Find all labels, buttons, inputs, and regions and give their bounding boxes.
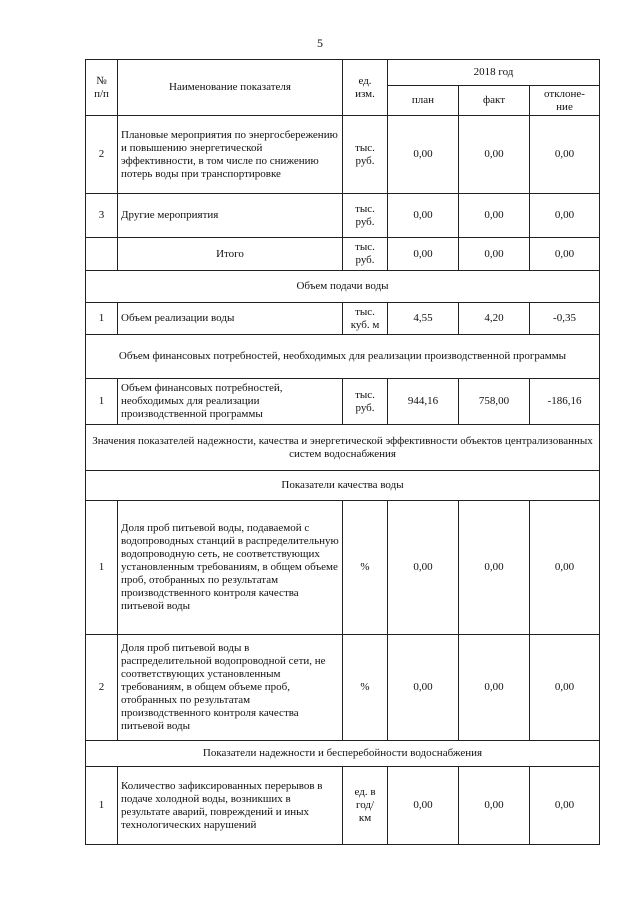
fact-value: 0,00 <box>459 238 530 271</box>
unit-of-measure: тыс. руб. <box>343 116 388 194</box>
header-plan: план <box>388 86 459 116</box>
section-title: Объем финансовых потребностей, необходимых для реализации производственной программы <box>86 335 600 379</box>
indicator-name: Количество зафиксированных перерывов в подаче холодной воды, возникших в результате аварий, повреждений и иных технологических нарушений <box>118 767 343 845</box>
section-title: Объем подачи воды <box>86 271 600 303</box>
deviation-value: 0,00 <box>530 238 600 271</box>
fact-value: 758,00 <box>459 379 530 425</box>
plan-value: 0,00 <box>388 238 459 271</box>
row-number: 1 <box>86 501 118 635</box>
header-year: 2018 год <box>388 60 600 86</box>
fact-value: 0,00 <box>459 767 530 845</box>
deviation-value: 0,00 <box>530 767 600 845</box>
indicator-name: Доля проб питьевой воды, подаваемой с водопроводных станций в распределительную водопроводную сеть, не соответствующих установленным требованиям, в общем объеме проб, отобранных по результатам производственного контроля качества питьевой воды <box>118 501 343 635</box>
plan-value: 0,00 <box>388 501 459 635</box>
fact-value: 0,00 <box>459 635 530 741</box>
section-title: Показатели надежности и бесперебойности водоснабжения <box>86 741 600 767</box>
deviation-value: 0,00 <box>530 116 600 194</box>
row-number: 1 <box>86 303 118 335</box>
fact-value: 0,00 <box>459 501 530 635</box>
unit-of-measure: тыс. руб. <box>343 238 388 271</box>
indicator-name: Доля проб питьевой воды в распределительной водопроводной сети, не соответствующих установленным требованиям, в общем объеме проб, отобранных по результатам производственного контроля качества питьевой воды <box>118 635 343 741</box>
table-row <box>86 379 600 425</box>
deviation-value: 0,00 <box>530 635 600 741</box>
table-row <box>86 501 600 635</box>
fact-value: 4,20 <box>459 303 530 335</box>
row-number: 1 <box>86 767 118 845</box>
fact-value: 0,00 <box>459 194 530 238</box>
unit-of-measure: % <box>343 635 388 741</box>
deviation-value: 0,00 <box>530 501 600 635</box>
section-row <box>86 741 600 767</box>
page-number: 5 <box>317 36 323 50</box>
deviation-value: -0,35 <box>530 303 600 335</box>
table-row <box>86 194 600 238</box>
header-deviation: отклоне- ние <box>530 86 600 116</box>
table-row <box>86 767 600 845</box>
unit-of-measure: тыс. руб. <box>343 194 388 238</box>
total-row <box>86 238 600 271</box>
section-title: Значения показателей надежности, качества и энергетической эффективности объектов централизованных систем водоснабжения <box>86 425 600 471</box>
indicator-name: Плановые мероприятия по энергосбережению и повышению энергетической эффективности, в том числе по снижению потерь воды при транспортировке <box>118 116 343 194</box>
indicator-name: Объем финансовых потребностей, необходимых для реализации производственной программы <box>118 379 343 425</box>
table-row <box>86 635 600 741</box>
table-row <box>86 116 600 194</box>
section-row <box>86 335 600 379</box>
section-row <box>86 471 600 501</box>
indicators-table <box>85 59 600 845</box>
header-name: Наименование показателя <box>118 60 343 116</box>
row-number: 3 <box>86 194 118 238</box>
deviation-value: 0,00 <box>530 194 600 238</box>
plan-value: 0,00 <box>388 767 459 845</box>
header-unit: ед. изм. <box>343 60 388 116</box>
plan-value: 0,00 <box>388 635 459 741</box>
deviation-value: -186,16 <box>530 379 600 425</box>
indicator-name: Объем реализации воды <box>118 303 343 335</box>
plan-value: 0,00 <box>388 194 459 238</box>
table-row <box>86 303 600 335</box>
row-number <box>86 238 118 271</box>
section-title: Показатели качества воды <box>86 471 600 501</box>
plan-value: 0,00 <box>388 116 459 194</box>
unit-of-measure: тыс. руб. <box>343 379 388 425</box>
unit-of-measure: % <box>343 501 388 635</box>
fact-value: 0,00 <box>459 116 530 194</box>
section-row <box>86 425 600 471</box>
unit-of-measure: ед. в год/ км <box>343 767 388 845</box>
section-row <box>86 271 600 303</box>
header-fact: факт <box>459 86 530 116</box>
plan-value: 944,16 <box>388 379 459 425</box>
plan-value: 4,55 <box>388 303 459 335</box>
row-number: 2 <box>86 116 118 194</box>
row-number: 1 <box>86 379 118 425</box>
indicator-name: Другие мероприятия <box>118 194 343 238</box>
unit-of-measure: тыс. куб. м <box>343 303 388 335</box>
total-label: Итого <box>118 238 343 271</box>
row-number: 2 <box>86 635 118 741</box>
header-num: № п/п <box>86 60 118 116</box>
